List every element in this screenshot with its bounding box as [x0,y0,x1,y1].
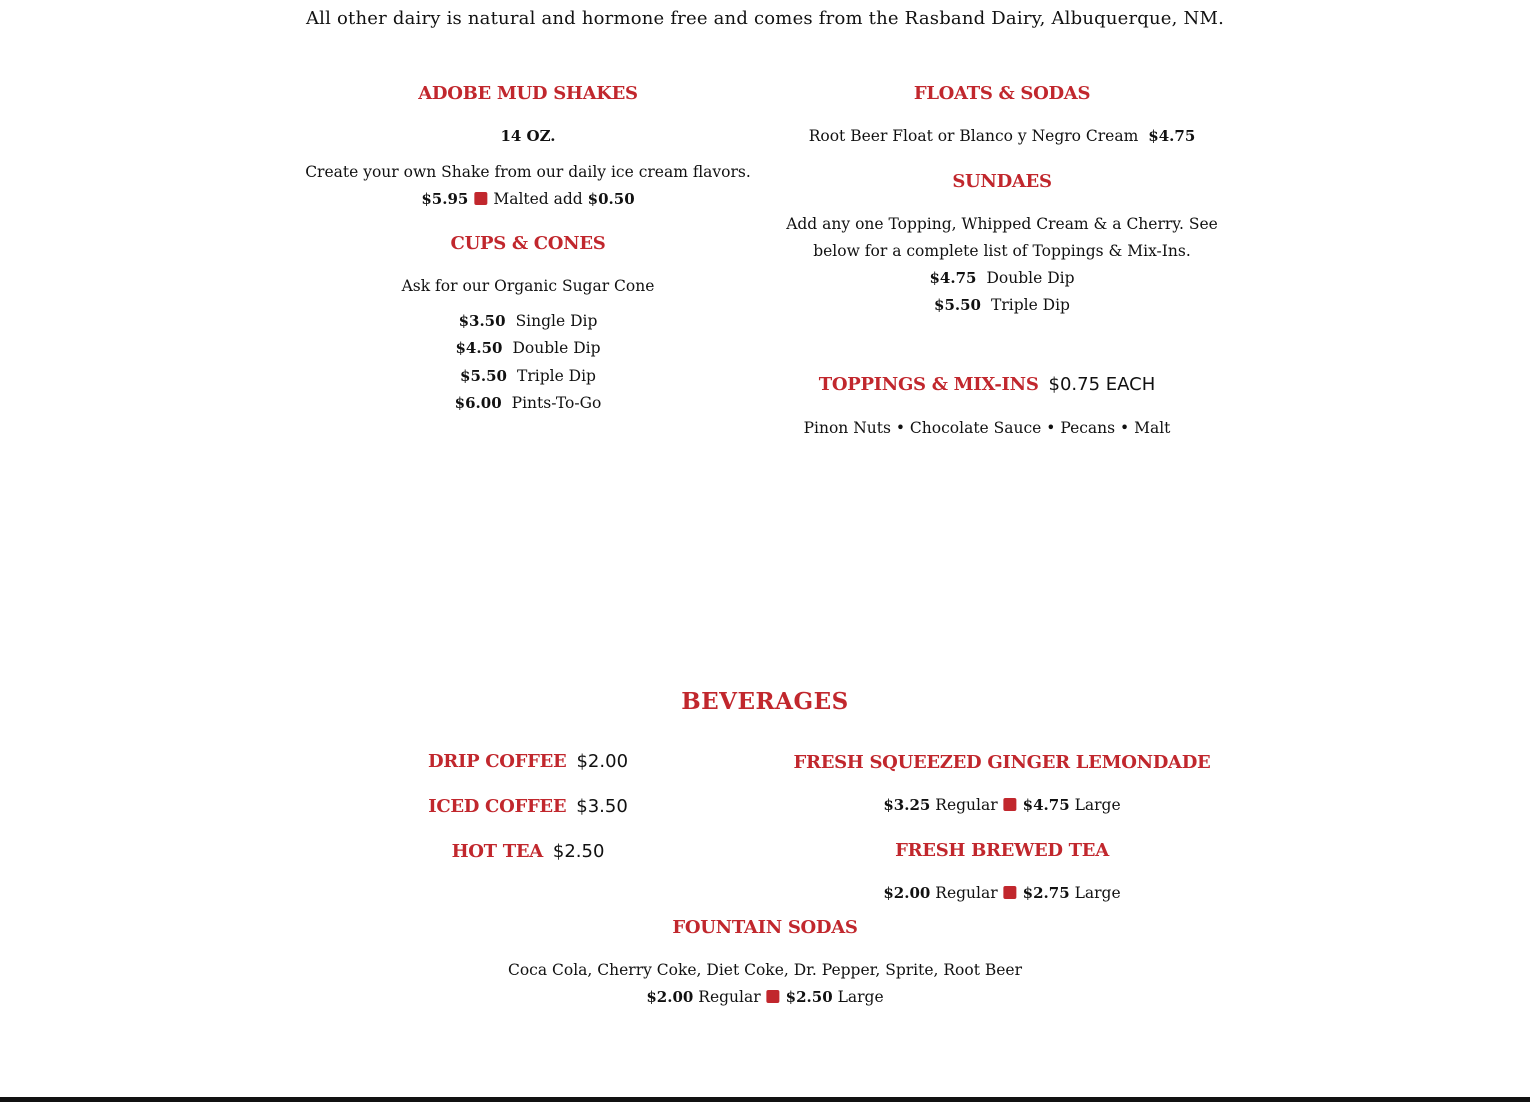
shakes-description: Create your own Shake from our daily ice cream flavors. [305,163,751,181]
sundaes-item [934,296,1070,314]
square-bullet-icon [1004,886,1017,899]
fountain-large-label: Large [837,988,884,1006]
sundaes-item [929,269,1074,287]
toppings-header-row [819,374,1156,395]
hot-tea-row [452,841,605,862]
lemonade-regular-price: $3.25 [883,796,931,814]
cups-item [455,394,602,412]
cups-item-price: $6.00 [454,394,502,412]
cups-item-price: $5.50 [460,367,507,385]
drip-coffee-row [428,751,628,772]
sundaes-description-line2: below for a complete list of Toppings & Mix-Ins. [813,242,1191,260]
fountain-sodas-price-row [646,988,883,1006]
lemonade-large-label: Large [1074,796,1121,814]
cups-heading: CUPS & CONES [450,233,606,254]
brewed-tea-price-row [883,884,1120,902]
cups-item-label: Pints-To-Go [511,394,602,412]
sundaes-item-label: Triple Dip [990,296,1070,314]
cups-item-price: $4.50 [455,339,503,357]
brewed-tea-regular-price: $2.00 [883,884,931,902]
dairy-note: All other dairy is natural and hormone free and comes from the Rasband Dairy, Albuquerque, NM. [305,8,1225,29]
sundaes-item-label: Double Dip [986,269,1075,287]
cups-item [455,339,600,357]
fountain-sodas-heading: FOUNTAIN SODAS [672,917,858,938]
floats-item [809,127,1196,145]
shakes-heading: ADOBE MUD SHAKES [418,83,638,104]
sundaes-heading: SUNDAES [952,171,1052,192]
fountain-regular-label: Regular [698,988,761,1006]
square-bullet-icon [767,990,780,1003]
drip-coffee-title: DRIP COFFEE [427,751,567,772]
cups-item-label: Single Dip [515,312,598,330]
iced-coffee-price: $3.50 [576,796,628,817]
malted-price: $0.50 [587,190,635,208]
brewed-tea-heading: FRESH BREWED TEA [895,840,1109,861]
fountain-regular-price: $2.00 [646,988,694,1006]
lemonade-price-row [883,796,1120,814]
sundaes-item-price: $4.75 [929,269,977,287]
toppings-price: $0.75 EACH [1048,374,1156,395]
cups-item [460,367,596,385]
floats-item-price: $4.75 [1148,127,1196,145]
brewed-tea-regular-label: Regular [935,884,998,902]
fountain-large-price: $2.50 [785,988,833,1006]
cups-item-price: $3.50 [458,312,506,330]
hot-tea-price: $2.50 [552,841,605,862]
cups-item [459,312,598,330]
iced-coffee-title: ICED COFFEE [428,796,567,817]
cups-item-label: Triple Dip [516,367,596,385]
cups-item-label: Double Dip [512,339,601,357]
hot-tea-title: HOT TEA [451,841,543,862]
brewed-tea-large-label: Large [1074,884,1121,902]
iced-coffee-row [428,796,628,817]
floats-heading: FLOATS & SODAS [913,83,1091,104]
sundaes-item-price: $5.50 [934,296,981,314]
lemonade-heading: FRESH SQUEEZED GINGER LEMONDADE [793,752,1211,773]
toppings-heading: TOPPINGS & MIX-INS [818,374,1039,395]
lemonade-large-price: $4.75 [1022,796,1070,814]
drip-coffee-price: $2.00 [576,751,629,772]
fountain-sodas-list: Coca Cola, Cherry Coke, Diet Coke, Dr. Pepper, Sprite, Root Beer [507,961,1023,979]
sundaes-description-line1: Add any one Topping, Whipped Cream & a Cherry. See [786,215,1218,233]
toppings-list: Pinon Nuts • Chocolate Sauce • Pecans • Malt [803,419,1171,437]
lemonade-regular-label: Regular [935,796,998,814]
beverages-heading: BEVERAGES [681,688,849,715]
floats-item-label: Root Beer Float or Blanco y Negro Cream [808,127,1139,145]
brewed-tea-large-price: $2.75 [1022,884,1070,902]
malted-label: Malted add [493,190,583,208]
square-bullet-icon [1004,798,1017,811]
shakes-size: 14 OZ. [500,127,556,145]
cups-description: Ask for our Organic Sugar Cone [401,277,655,295]
shakes-price: $5.95 [421,190,469,208]
shakes-price-row [421,190,634,208]
square-bullet-icon [474,192,487,205]
footer-divider [0,1097,1530,1102]
